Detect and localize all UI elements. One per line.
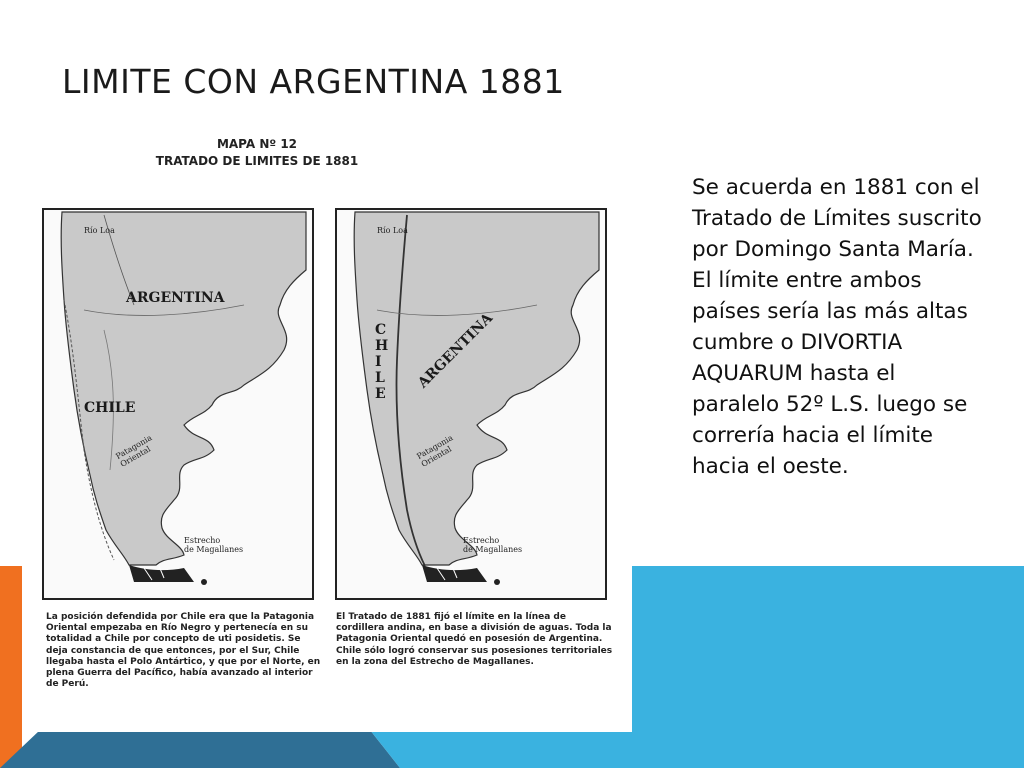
rio-loa-label-left: Río Loa (84, 226, 115, 235)
patagonia-label-right: Patagonia Oriental (415, 433, 455, 469)
strait-label-left: Estrecho de Magallanes (184, 536, 244, 554)
rio-loa-label-right: Río Loa (377, 226, 408, 235)
slide-body-text: Se acuerda en 1881 con el Tratado de Límites suscrito por Domingo Santa María. El límite entre ambos países sería las más altas cumbre o DIVORTIA AQUARUM hasta el paralelo 52º L.S. luego se correría hacia el límite hacia el oeste. (692, 175, 982, 479)
map-number: MAPA Nº 12 (216, 137, 298, 151)
chile-label-right: CHILE (375, 322, 389, 402)
bottom-accent-band (0, 730, 1024, 768)
chile-label-left: CHILE (84, 400, 136, 416)
patagonia-label-left: Patagonia Oriental (114, 433, 154, 469)
argentina-label-left: ARGENTINA (126, 290, 225, 306)
map-subtitle: TRATADO DE LIMITES DE 1881 (155, 154, 359, 168)
treaty-map-figure (22, 120, 632, 732)
strait-label-right: Estrecho de Magallanes (463, 536, 523, 554)
caption-chile-claim: La posición defendida por Chile era que la Patagonia Oriental empezaba en Río Negro y pertenecía en su totalidad a Chile por concepto de uti posidetis. Se deja constancia de que entonces, por el Sur, Chile llegaba hasta el Polo Antártico, y que por el Norte, en plena Guerra del Pacífico, había avanzado al interior de Perú. (46, 612, 321, 690)
map-heading (22, 136, 492, 170)
slide-title: LIMITE CON ARGENTINA 1881 (62, 62, 565, 101)
map-panel-treaty-1881 (335, 208, 607, 600)
argentina-label-right: ARGENTINA (415, 310, 496, 392)
map-panel-chile-claim (42, 208, 314, 600)
caption-treaty-1881: El Tratado de 1881 fijó el límite en la línea de cordillera andina, en base a división de aguas. Toda la Patagonia Oriental quedó en posesión de Argentina. Chile sólo logró conservar sus posesiones territoriales en la zona del Estrecho de Magallanes. (336, 612, 613, 667)
